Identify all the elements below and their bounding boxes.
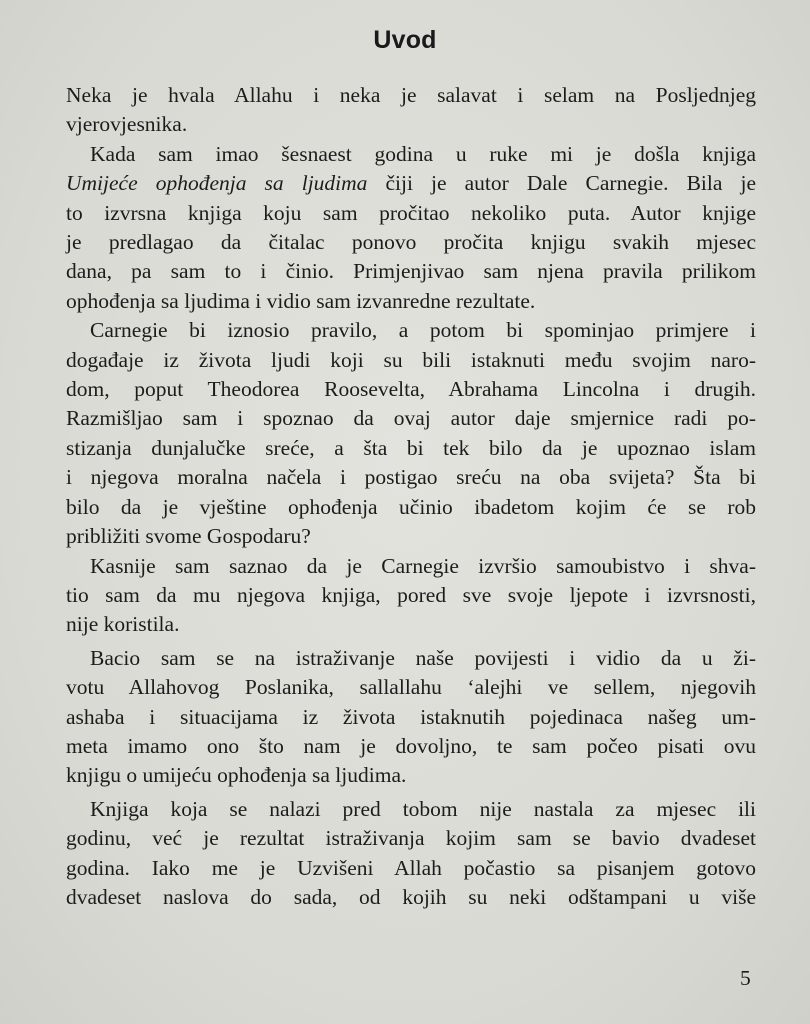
text-line: Razmišljao sam i spoznao da ovaj autor daje smjernice radi po- (66, 406, 756, 431)
text-line: knjigu o umijeću ophođenja sa ljudima. (66, 763, 407, 788)
text-line-rest: čiji je autor Dale Carnegie. Bila je (385, 171, 756, 196)
text-line: ophođenja sa ljudima i vidio sam izvanredne rezultate. (66, 288, 536, 313)
book-title: Umijeće ophođenja sa ljudima (66, 171, 368, 196)
text-line: godinu, već je rezultat istraživanja kojim sam se bavio dvadeset (66, 826, 756, 851)
text-line: bilo da je vještine ophođenja učinio ibadetom kojim će se rob (66, 494, 756, 519)
text-line: Knjiga koja se nalazi pred tobom nije nastala za mjesec ili (90, 796, 756, 821)
text-line: ashaba i situacijama iz života istaknutih pojedinaca našeg um- (66, 704, 756, 729)
text-line: Carnegie bi iznosio pravilo, a potom bi spominjao primjere i (90, 318, 756, 343)
text-line: Bacio sam se na istraživanje naše povijesti i vidio da u ži- (90, 645, 756, 670)
paragraph-2 (66, 140, 756, 316)
text-line: votu Allahovog Poslanika, sallallahu ‘alejhi ve sellem, njegovih (66, 675, 756, 700)
text-line: Neka je hvala Allahu i neka je salavat i selam na Posljednjeg (66, 83, 756, 107)
text-line: tio sam da mu njegova knjiga, pored sve svoje ljepote i izvrsnosti, (66, 582, 756, 607)
text-line: približiti svome Gospodaru? (66, 524, 311, 549)
text-line: stizanja dunjalučke sreće, a šta bi tek bilo da je upoznao islam (66, 435, 756, 460)
text-line: godina. Iako me je Uzvišeni Allah počastio sa pisanjem gotovo (66, 855, 756, 880)
text-line: dvadeset naslova do sada, od kojih su neki odštampani u više (66, 884, 756, 909)
chapter-title: Uvod (373, 26, 437, 54)
text-line: Kada sam imao šesnaest godina u ruke mi je došla knjiga (90, 141, 756, 166)
text-line: meta imamo ono što nam je dovoljno, te sam počeo pisati ovu (66, 733, 756, 758)
text-line-with-book-title (66, 169, 756, 198)
paragraph-5 (66, 644, 756, 791)
paragraph-1 (66, 81, 756, 140)
text-line: je predlagao da čitalac ponovo pročita knjigu svakih mjesec (66, 230, 756, 255)
paragraph-4 (66, 552, 756, 640)
body-text (66, 81, 756, 912)
text-line: dom, poput Theodorea Roosevelta, Abrahama Lincolna i drugih. (66, 377, 756, 402)
text-line: Kasnije sam saznao da je Carnegie izvršio samoubistvo i shva- (90, 553, 756, 578)
text-line: to izvrsna knjiga koju sam pročitao nekoliko puta. Autor knjige (66, 200, 756, 225)
text-line: dana, pa sam to i činio. Primjenjivao sam njena pravila prilikom (66, 259, 756, 284)
text-line: događaje iz života ljudi koji su bili istaknuti među svojim naro- (66, 347, 756, 372)
text-line: i njegova moralna načela i postigao sreću na oba svijeta? Šta bi (66, 465, 756, 490)
paragraph-6 (66, 795, 756, 913)
paragraph-3 (66, 316, 756, 551)
page-number: 5 (740, 966, 751, 990)
text-line: vjerovjesnika. (66, 112, 188, 137)
text-line: nije koristila. (66, 612, 180, 637)
